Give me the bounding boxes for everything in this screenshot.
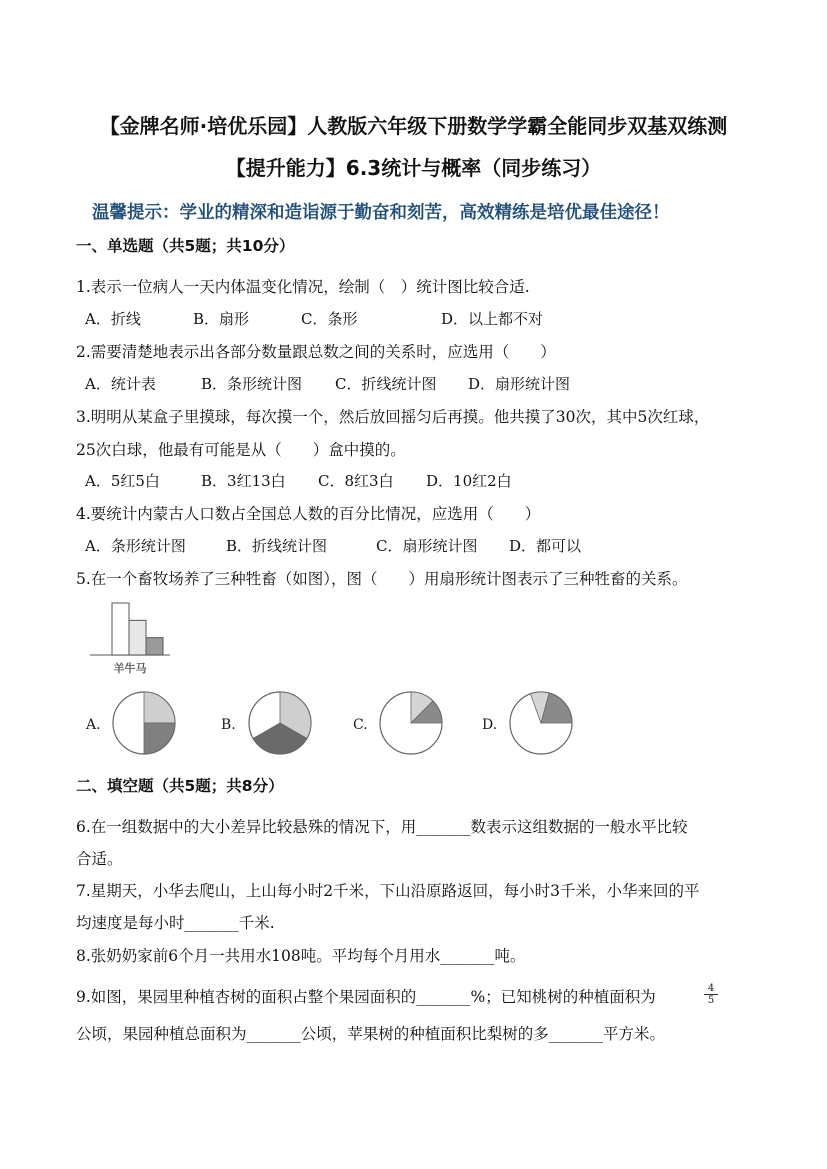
option-c: C．条形 bbox=[301, 310, 358, 328]
option-d: D．以上都不对 bbox=[441, 310, 544, 328]
question-2-text: 2.需要清楚地表示出各部分数量跟总数之间的关系时，应选用（ ） bbox=[76, 343, 556, 361]
option-b: B．条形统计图 bbox=[201, 375, 303, 393]
option-c: C．扇形统计图 bbox=[376, 537, 478, 555]
fraction-numerator: 4 bbox=[704, 983, 718, 995]
option-d: D．都可以 bbox=[509, 537, 582, 555]
bar-羊 bbox=[112, 603, 129, 655]
question-3-text-line-1: 3.明明从某盒子里摸球，每次摸一个，然后放回摇匀后再摸。他共摸了30次，其中5次红球， bbox=[76, 408, 710, 426]
title-line-1: 【金牌名师·培优乐园】人教版六年级下册数学学霸全能同步双基双练测 bbox=[99, 114, 728, 138]
option-d: D．扇形统计图 bbox=[468, 375, 571, 393]
question-3-options bbox=[85, 470, 765, 492]
option-a: A．统计表 bbox=[85, 375, 156, 393]
tip-text: 温馨提示：学业的精深和造诣源于勤奋和刻苦，高效精练是培优最佳途径！ bbox=[92, 203, 670, 223]
livestock-bar-chart bbox=[90, 600, 170, 680]
bar-牛 bbox=[129, 620, 146, 655]
question-7-text-line-2: 均速度是每小时_______千米. bbox=[76, 914, 275, 932]
title-line-2: 【提升能力】6.3统计与概率（同步练习） bbox=[225, 156, 602, 180]
section-1-heading: 一、单选题（共5题；共10分） bbox=[76, 237, 295, 255]
question-9-fraction bbox=[704, 983, 718, 1006]
pie-option-b bbox=[247, 690, 313, 756]
option-a: A．条形统计图 bbox=[85, 537, 186, 555]
section-2-heading: 二、填空题（共5题；共8分） bbox=[76, 777, 284, 795]
option-a: A．折线 bbox=[85, 310, 141, 328]
bar-chart-bars bbox=[112, 603, 163, 655]
pie-a-slice-light bbox=[144, 692, 175, 723]
question-9-text-line-2: 公顷，果园种植总面积为_______公顷，苹果树的种植面积比梨树的多_______平方米。 bbox=[76, 1025, 666, 1043]
question-7-text-line-1: 7.星期天，小华去爬山，上山每小时2千米，下山沿原路返回，每小时3千米，小华来回的平 bbox=[76, 882, 700, 900]
pie-option-c-label: C. bbox=[353, 717, 368, 733]
option-a: A．5红5白 bbox=[85, 472, 160, 490]
pie-option-a bbox=[111, 690, 177, 756]
question-1-options bbox=[85, 308, 765, 330]
option-c: C．折线统计图 bbox=[335, 375, 437, 393]
question-4-options bbox=[85, 535, 765, 557]
question-3-text-line-2: 25次白球，他最有可能是从（ ）盒中摸的。 bbox=[76, 441, 406, 459]
bar-chart-caption: 羊牛马 bbox=[113, 662, 147, 675]
option-b: B．折线统计图 bbox=[226, 537, 328, 555]
option-b: B．扇形 bbox=[193, 310, 250, 328]
pie-a-slice-dark bbox=[144, 723, 175, 754]
bar-马 bbox=[146, 638, 163, 655]
option-c: C．8红3白 bbox=[318, 472, 394, 490]
question-9-text-line-1: 9.如图，果园里种植杏树的面积占整个果园面积的_______%；已知桃树的种植面积为 bbox=[76, 988, 656, 1006]
pie-options-row bbox=[0, 690, 827, 765]
option-d: D．10红2白 bbox=[426, 472, 512, 490]
question-6-text-line-1: 6.在一组数据中的大小差异比较悬殊的情况下，用_______数表示这组数据的一般水平比较 bbox=[76, 818, 688, 836]
pie-option-b-label: B. bbox=[221, 717, 236, 733]
question-2-options bbox=[85, 373, 765, 395]
option-b: B．3红13白 bbox=[201, 472, 286, 490]
question-1-text: 1.表示一位病人一天内体温变化情况，绘制（ ）统计图比较合适. bbox=[76, 278, 530, 296]
pie-option-a-label: A. bbox=[86, 717, 101, 733]
question-8-text: 8.张奶奶家前6个月一共用水108吨。平均每个月用水_______吨。 bbox=[76, 947, 526, 965]
pie-option-d bbox=[508, 690, 574, 756]
question-6-text-line-2: 合适。 bbox=[76, 850, 123, 868]
fraction-denominator: 5 bbox=[707, 995, 715, 1006]
pie-option-c bbox=[378, 690, 444, 756]
question-4-text: 4.要统计内蒙古人口数占全国总人数的百分比情况，应选用（ ） bbox=[76, 505, 541, 523]
pie-option-d-label: D. bbox=[482, 717, 498, 733]
question-5-text: 5.在一个畜牧场养了三种牲畜（如图），图（ ）用扇形统计图表示了三种牲畜的关系。 bbox=[76, 570, 688, 588]
